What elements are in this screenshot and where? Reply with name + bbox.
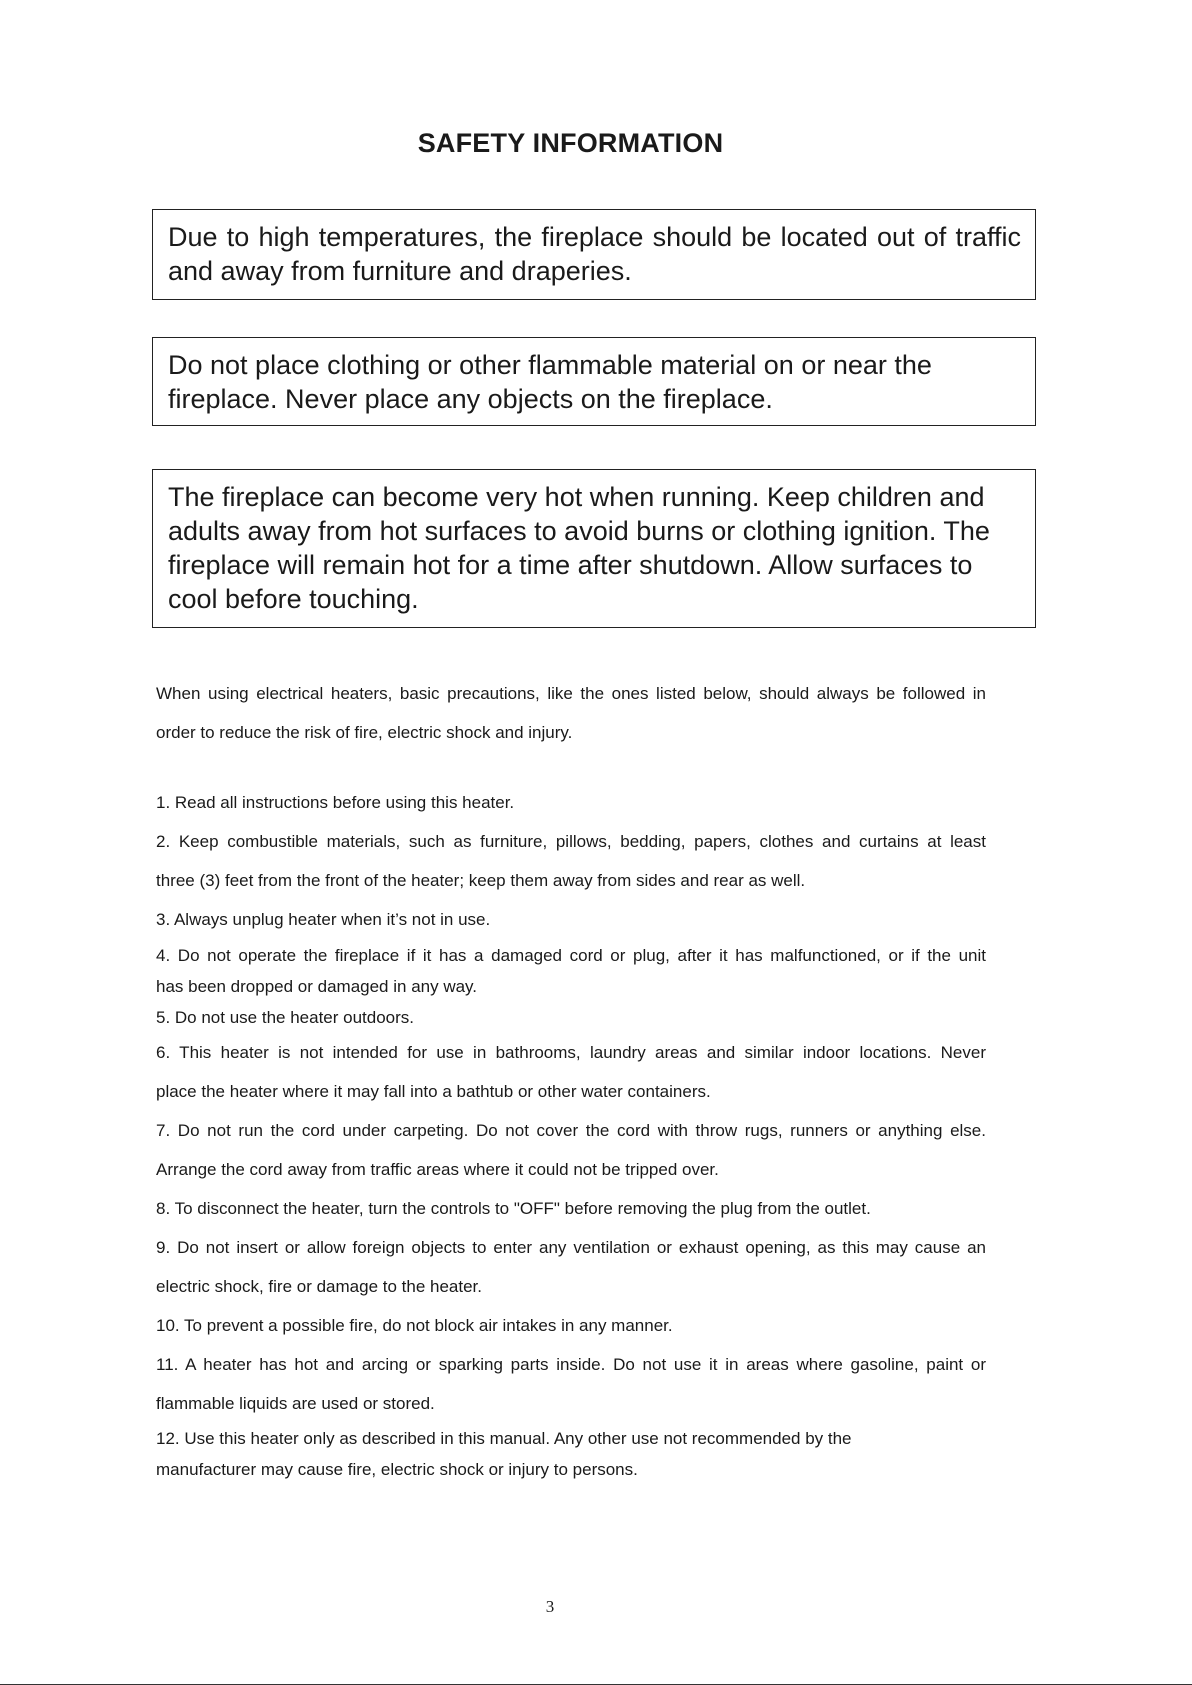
safety-item-7: 7. Do not run the cord under carpeting. Do not cover the cord with throw rugs, runners or anything else. <box>156 1121 986 1140</box>
warning-box-placement: Due to high temperatures, the fireplace should be located out of traffic and away from furniture and draperies. <box>152 209 1036 300</box>
safety-item-12: 12. Use this heater only as described in this manual. Any other use not recommended by the <box>156 1429 852 1448</box>
safety-item-4: 4. Do not operate the fireplace if it has a damaged cord or plug, after it has malfunctioned, or if the unit <box>156 946 986 965</box>
safety-item-10: 10. To prevent a possible fire, do not block air intakes in any manner. <box>156 1316 673 1335</box>
safety-item-8: 8. To disconnect the heater, turn the controls to "OFF" before removing the plug from the outlet. <box>156 1199 871 1218</box>
safety-item-7-continued: Arrange the cord away from traffic areas where it could not be tripped over. <box>156 1160 719 1179</box>
page-number: 3 <box>545 1597 555 1616</box>
safety-item-2: 2. Keep combustible materials, such as furniture, pillows, bedding, papers, clothes and curtains at least <box>156 832 986 851</box>
safety-item-6: 6. This heater is not intended for use in bathrooms, laundry areas and similar indoor locations. Never <box>156 1043 986 1062</box>
safety-item-2-continued: three (3) feet from the front of the heater; keep them away from sides and rear as well. <box>156 871 806 890</box>
safety-item-11-continued: flammable liquids are used or stored. <box>156 1394 435 1413</box>
page-title: SAFETY INFORMATION <box>417 128 724 158</box>
intro-line: order to reduce the risk of fire, electric shock and injury. <box>156 723 573 742</box>
intro-line: When using electrical heaters, basic precautions, like the ones listed below, should always be followed in <box>156 684 986 703</box>
safety-item-6-continued: place the heater where it may fall into a bathtub or other water containers. <box>156 1082 711 1101</box>
warning-box-flammables: Do not place clothing or other flammable material on or near the fireplace. Never place any objects on the fireplace. <box>152 337 1036 426</box>
safety-item-11: 11. A heater has hot and arcing or sparking parts inside. Do not use it in areas where gasoline, paint or <box>156 1355 986 1374</box>
safety-item-4-continued: has been dropped or damaged in any way. <box>156 977 478 996</box>
safety-item-12-continued: manufacturer may cause fire, electric shock or injury to persons. <box>156 1460 638 1479</box>
safety-item-9: 9. Do not insert or allow foreign objects to enter any ventilation or exhaust opening, as this may cause an <box>156 1238 986 1257</box>
warning-box-hot-surfaces: The fireplace can become very hot when running. Keep children and adults away from hot surfaces to avoid burns or clothing ignition. The fireplace will remain hot for a time after shutdown. Allow surfaces to cool before touching. <box>152 469 1036 628</box>
safety-item-3: 3. Always unplug heater when it’s not in use. <box>156 910 491 929</box>
safety-item-1: 1. Read all instructions before using this heater. <box>156 793 515 812</box>
safety-item-9-continued: electric shock, fire or damage to the heater. <box>156 1277 483 1296</box>
safety-item-5: 5. Do not use the heater outdoors. <box>156 1008 415 1027</box>
